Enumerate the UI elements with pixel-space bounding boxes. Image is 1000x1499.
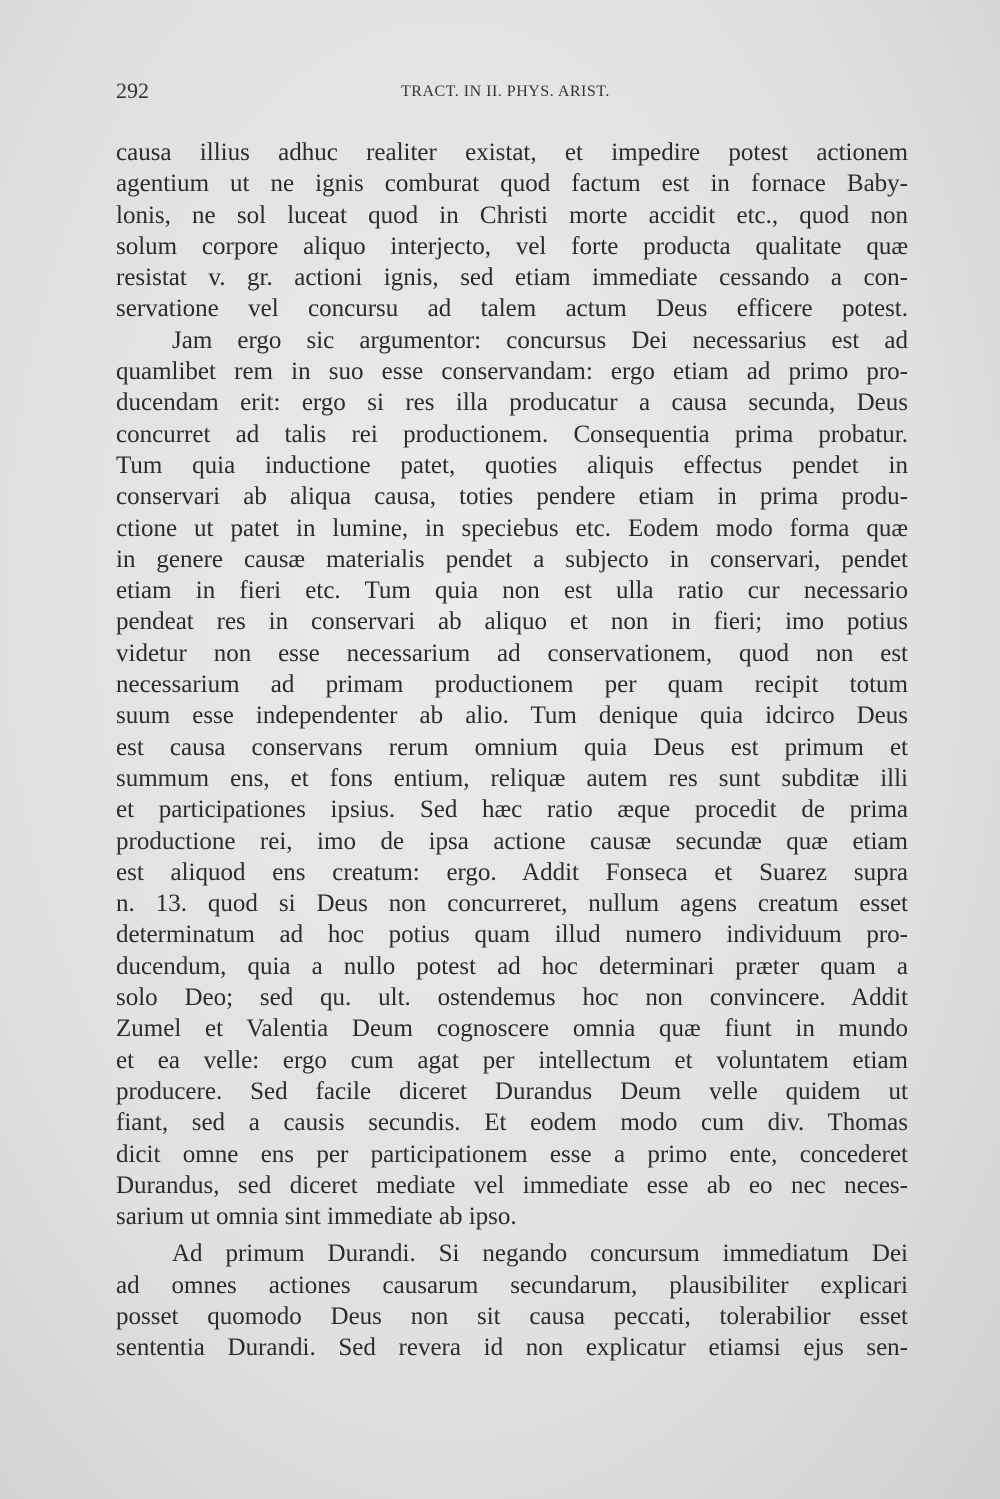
text-line: Durandus, sed diceret mediate vel immediate esse ab eo nec neces- [116, 1171, 908, 1199]
text-line: dicit omne ens per participationem esse a primo ente, concederet [116, 1140, 908, 1168]
text-line: summum ens, et fons entium, reliquæ autem res sunt subditæ illi [116, 764, 908, 792]
text-line: Jam ergo sic argumentor: concursus Dei necessarius est ad [172, 326, 908, 354]
text-line: solo Deo; sed qu. ult. ostendemus hoc non convincere. Addit [116, 984, 908, 1012]
text-line: pendeat res in conservari ab aliquo et non in fieri; imo potius [116, 608, 908, 636]
text-line: suum esse independenter ab alio. Tum denique quia idcirco Deus [116, 702, 908, 730]
text-line: ducendam erit: ergo si res illa producatur a causa secunda, Deus [116, 389, 908, 417]
text-line: producere. Sed facile diceret Durandus Deum velle quidem ut [116, 1077, 908, 1105]
text-line: conservari ab aliqua causa, toties pendere etiam in prima produ- [116, 483, 908, 511]
text-line: n. 13. quod si Deus non concurreret, nullum agens creatum esset [116, 890, 908, 918]
text-line: Ad primum Durandi. Si negando concursum immediatum Dei [172, 1240, 908, 1268]
text-line: etiam in fieri etc. Tum quia non est ulla ratio cur necessario [116, 577, 908, 605]
text-line: resistat v. gr. actioni ignis, sed etiam immediate cessando a con- [116, 264, 908, 292]
page-number: 292 [116, 78, 149, 103]
text-line: fiant, sed a causis secundis. Et eodem modo cum div. Thomas [116, 1109, 908, 1137]
text-line: in genere causæ materialis pendet a subjecto in conservari, pendet [116, 545, 908, 573]
text-line: et participationes ipsius. Sed hæc ratio æque procedit de prima [116, 796, 908, 824]
text-line: agentium ut ne ignis comburat quod factum est in fornace Baby- [116, 170, 908, 198]
text-line: servatione vel concursu ad talem actum Deus efficere potest. [116, 295, 908, 323]
text-line: est aliquod ens creatum: ergo. Addit Fonseca et Suarez supra [116, 858, 908, 886]
text-line: quamlibet rem in suo esse conservandam: ergo etiam ad primo pro- [116, 358, 908, 386]
text-line: posset quomodo Deus non sit causa peccati, tolerabilior esset [116, 1302, 908, 1330]
body-text [116, 137, 908, 1364]
text-line: causa illius adhuc realiter existat, et impedire potest actionem [116, 139, 908, 166]
text-line: productione rei, imo de ipsa actione causæ secundæ quæ etiam [116, 827, 908, 855]
text-line: est causa conservans rerum omnium quia Deus est primum et [116, 733, 908, 761]
text-line: concurret ad talis rei productionem. Consequentia prima probatur. [116, 420, 908, 448]
running-title: TRACT. IN II. PHYS. ARIST. [401, 83, 610, 100]
text-line: Tum quia inductione patet, quoties aliquis effectus pendet in [116, 451, 908, 479]
text-line: ctione ut patet in lumine, in speciebus etc. Eodem modo forma quæ [116, 514, 908, 542]
text-line: determinatum ad hoc potius quam illud numero individuum pro- [116, 921, 908, 949]
text-line: lonis, ne sol luceat quod in Christi morte accidit etc., quod non [116, 201, 908, 229]
text-line: ad omnes actiones causarum secundarum, plausibiliter explicari [116, 1271, 908, 1299]
text-line: Zumel et Valentia Deum cognoscere omnia quæ fiunt in mundo [116, 1015, 908, 1043]
text-line: videtur non esse necessarium ad conservationem, quod non est [116, 639, 908, 667]
text-line: sententia Durandi. Sed revera id non explicatur etiamsi ejus sen- [116, 1334, 908, 1362]
running-head [116, 78, 916, 108]
text-line: et ea velle: ergo cum agat per intellectum et voluntatem etiam [116, 1046, 908, 1074]
text-line: solum corpore aliquo interjecto, vel forte producta qualitate quæ [116, 232, 908, 260]
text-line: ducendum, quia a nullo potest ad hoc determinari præter quam a [116, 952, 908, 980]
text-line: sarium ut omnia sint immediate ab ipso. [116, 1203, 517, 1231]
text-line: necessarium ad primam productionem per quam recipit totum [116, 671, 908, 699]
